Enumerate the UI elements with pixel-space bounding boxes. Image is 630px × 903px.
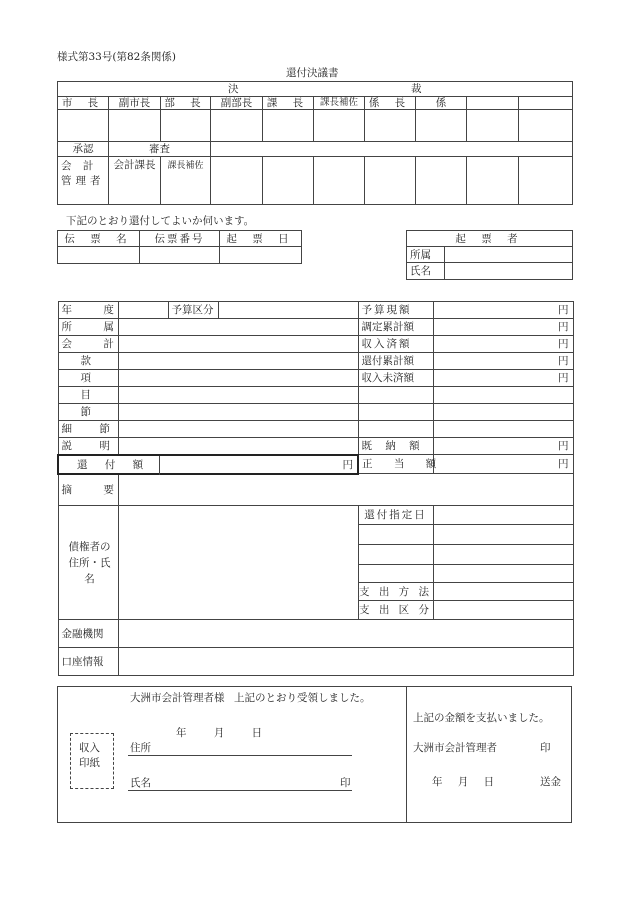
voucher-number-cell[interactable] [140,247,220,264]
label-assessed-total: 調定累計額 [358,319,433,336]
financial-institution-cell[interactable] [118,620,573,648]
refund-amount-divider [159,456,160,475]
shinsa-label: 審査 [109,142,211,157]
label-proper-amount: 正 当 額 [358,455,433,474]
staff-header: 係 [416,97,467,110]
mayor-header: 市 長 [58,97,109,110]
approval-blank-header-2 [519,97,573,110]
subsection-chief-header: 係 長 [365,97,416,110]
request-note: 下記のとおり還付してよいか伺います。 [66,215,255,227]
receipt-seal: 印 [340,777,351,789]
creditor-cell[interactable] [118,506,358,620]
assistant-chief-header: 課長補佐 [314,97,365,110]
deputy-director-header: 副部長 [211,97,263,110]
summary-cell[interactable] [118,474,573,506]
label-received: 収入済額 [358,336,433,353]
voucher-number-header: 伝票番号 [140,231,220,247]
affiliation-label: 所 属 [58,319,118,336]
approval-blank-header-1 [467,97,519,110]
yen-already-paid: 円 [433,438,573,455]
receipt-name-label: 氏名 [130,777,151,789]
receipt-name-line [128,790,352,791]
accounting-manager-header: 会 計 管理者 [58,157,109,205]
voucher-date-cell[interactable] [220,247,302,264]
voucher-name-header: 伝 票 名 [58,231,140,247]
form-number: 様式第33号(第82条関係) [57,51,176,63]
payment-sokin: 送金 [540,776,561,788]
yen-refund-total: 円 [433,353,573,370]
sai-label: 裁 [411,83,422,95]
payment-method-label: 支 出 方 法 [358,583,433,601]
payment-manager: 大洲市会計管理者 [413,742,497,754]
yen-uncollected: 円 [433,370,573,387]
saisetsu-label: 細 節 [58,421,118,438]
account-label: 会 計 [58,336,118,353]
director-header: 部 長 [161,97,211,110]
payment-paid-text: 上記の金額を支払いました。 [413,712,550,724]
drafter-affiliation-cell[interactable] [445,247,573,263]
receipt-date: 年 月 日 [176,727,263,739]
receipt-addressee: 大洲市会計管理者様 [130,692,225,704]
deputy-mayor-header: 副市長 [109,97,161,110]
refund-date-cell[interactable] [433,506,573,525]
refund-amount-yen: 円 [342,458,353,471]
affiliation-cell[interactable] [118,319,358,336]
kou-cell[interactable] [118,370,358,387]
kan-cell[interactable] [118,353,358,370]
kou-label: 項 [58,370,118,387]
yen-budget-current: 円 [433,302,573,319]
account-info-label: 口座情報 [58,648,118,676]
label-refund-total: 還付累計額 [358,353,433,370]
form-title: 還付決議書 [286,67,339,79]
label-already-paid: 既 納 額 [358,438,433,455]
ketsu-label: 決 [228,83,239,95]
voucher-table [57,230,302,264]
refund-date-label: 還付指定日 [358,506,433,525]
payment-date: 年 月 日 [432,776,495,788]
accounting-chief-header: 会計課長 [109,157,161,205]
kan-label: 款 [58,353,118,370]
drafter-name-label: 氏名 [407,263,445,280]
label-uncollected: 収入未済額 [358,370,433,387]
account-cell[interactable] [118,336,358,353]
account-info-cell[interactable] [118,648,573,676]
creditor-label: 債権者の 住所・氏 名 [58,506,118,620]
voucher-name-cell[interactable] [58,247,140,264]
payment-seal: 印 [540,742,551,754]
moku-label: 目 [58,387,118,404]
description-cell[interactable] [118,438,358,455]
financial-institution-label: 金融機関 [58,620,118,648]
approval-table [57,81,573,205]
budget-category-label: 予算区分 [168,302,218,319]
receipt-received-text: 上記のとおり受領しました。 [234,692,371,704]
yen-received: 円 [433,336,573,353]
summary-label: 摘 要 [58,474,118,506]
setsu-label: 節 [58,404,118,421]
budget-category-cell[interactable] [218,302,358,319]
drafter-name-cell[interactable] [445,263,573,280]
revenue-stamp-label: 収入 印紙 [79,742,100,769]
section-chief-header: 課 長 [263,97,314,110]
receipt-address-line [128,755,352,756]
receipt-address-label: 住所 [130,742,151,754]
yen-proper-amount: 円 [433,455,573,474]
saisetsu-cell[interactable] [118,421,358,438]
setsu-cell[interactable] [118,404,358,421]
payment-section [406,686,572,823]
main-table [57,301,574,676]
drafter-table [406,230,573,280]
payment-category-cell[interactable] [433,601,573,620]
drafter-affiliation-label: 所属 [407,247,445,263]
description-label: 説 明 [58,438,118,455]
payment-method-cell[interactable] [433,583,573,601]
label-budget-current: 予算現額 [358,302,433,319]
yen-assessed-total: 円 [433,319,573,336]
shonin-label: 承認 [58,142,109,157]
accounting-assistant-header: 課長補佐 [161,157,211,205]
refund-amount-label: 還 付 額 [77,458,151,471]
payment-category-label: 支 出 区 分 [358,601,433,620]
moku-cell[interactable] [118,387,358,404]
drafter-header: 起 票 者 [407,231,573,247]
fiscal-year-label: 年 度 [58,302,118,319]
voucher-date-header: 起 票 日 [220,231,302,247]
